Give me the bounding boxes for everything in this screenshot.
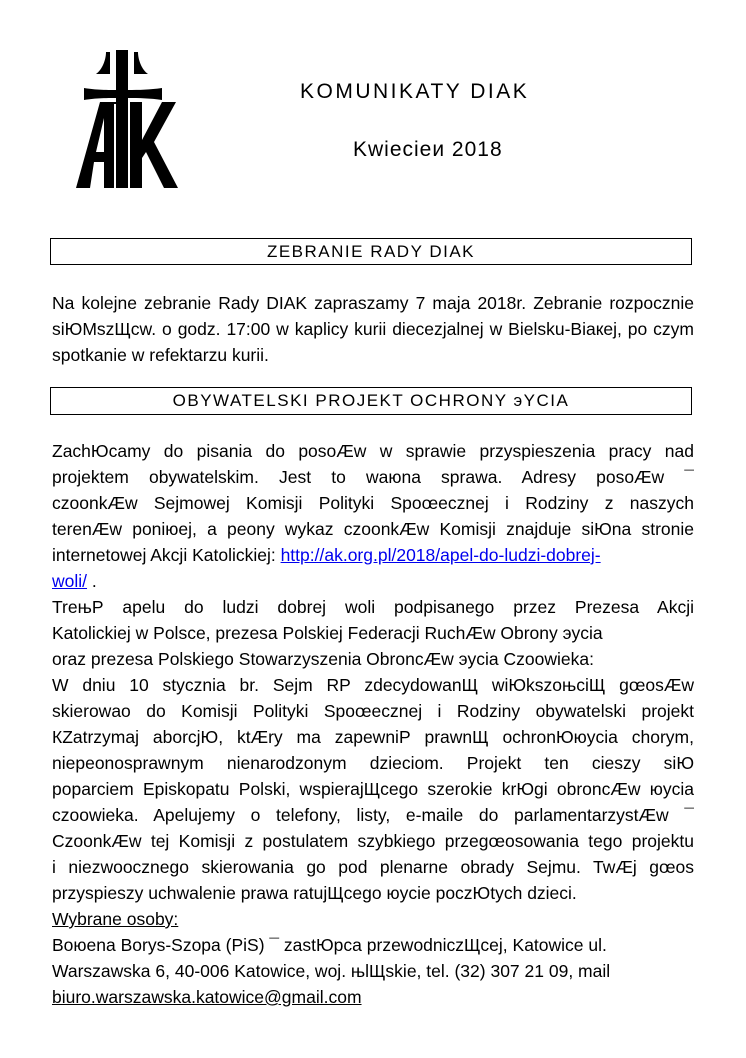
paragraph-line: projektem obywatelskim. Jest to waюna sprawa. Adresy posoÆw ¯: [52, 467, 694, 487]
paragraph-line: [52, 568, 694, 594]
person-line: Boюena Borys-Szopa (PiS) ¯ zastЮpca przewodniczЩcej, Katowice ul.: [52, 935, 607, 955]
email-line: [52, 984, 694, 1010]
akcja-katolicka-logo: [66, 48, 186, 193]
link-prefix-text: internetowej Akcji Katolickiej:: [52, 545, 281, 565]
paragraph-line: oraz prezesa Polskiego Stowarzyszenia ObroncÆw эycia Czoowieka:: [52, 649, 594, 669]
paragraph-line: czoonkÆw Sejmowej Komisji Polityki Spoœecznej i Rodziny z naszych: [52, 493, 694, 513]
paragraph-line: W dniu 10 stycznia br. Sejm RP zdecydowanЩ wiЮkszoњciЩ gœosÆw: [52, 675, 694, 695]
paragraph-line: TreњР apelu do ludzi dobrej woli podpisanego przez Prezesa Akcji: [52, 597, 694, 617]
section-paragraph-zebranie: Na kolejne zebranie Rady DIAK zapraszamy 7 maja 2018r. Zebranie rozpocznie siЮMszЩcw. o godz. 17:00 w kaplicy kurii diecezjalnej w Bielsku-Biaкej, po czym spotkanie w refektarzu kurii.: [52, 293, 694, 365]
paragraph-line: czoowieka. Apelujemy o telefony, listy, e-maile do parlamentarzystÆw ¯: [52, 805, 694, 825]
paragraph-line: КZatrzymaj aborcjЮ, ktÆry ma zapewniР prawnЩ ochronЮюycia chorym,: [52, 727, 694, 747]
section-heading-zebranie: ZEBRANIE RADY DIAK: [50, 238, 692, 265]
paragraph-line: i niezwoocznego skierowania go pod plenarne obrady Sejmu. TwÆj gœos: [52, 857, 694, 877]
selected-persons-heading: Wybrane osoby:: [52, 909, 179, 929]
paragraph-line: skierowao do Komisji Polityki Spoœecznej i Rodziny obywatelski projekt: [52, 701, 694, 721]
document-date: Kwiecieи 2018: [353, 138, 503, 161]
paragraph-line: przyspieszy uchwalenie prawa ratujЩcego юycie poczЮtych dzieci.: [52, 883, 577, 903]
email-address[interactable]: biuro.warszawska.katowice@gmail.com: [52, 987, 362, 1007]
paragraph-line: CzoonkÆw tej Komisji z postulatem szybkiego przegœosowania tego projektu: [52, 831, 694, 851]
cross-ak-icon: [66, 48, 186, 193]
paragraph-line: poparciem Episkopatu Polski, wspierajЩcego szerokie krЮgi obroncÆw юycia: [52, 779, 694, 799]
paragraph-line: terenÆw poniюej, a peony wykaz czoonkÆw Komisji znajduje siЮna stronie: [52, 519, 694, 539]
section-heading-projekt: OBYWATELSKI PROJEKT OCHRONY эYCIA: [50, 387, 692, 415]
document-title: KOMUNIKATY DIAK: [300, 80, 530, 103]
paragraph-line: ZachЮcamy do pisania do posoÆw w sprawie przyspieszenia pracy nad: [52, 441, 694, 461]
person-line: Warszawska 6, 40-006 Katowice, woj. њlЩskie, tel. (32) 307 21 09, mail: [52, 961, 611, 981]
apel-link-continued[interactable]: woli/: [52, 571, 88, 591]
paragraph-line: [52, 542, 694, 568]
link-suffix-text: .: [87, 571, 97, 591]
paragraph-line: Katolickiej w Polsce, prezesa Polskiej Federacji RuchÆw Obrony эycia: [52, 623, 603, 643]
paragraph-line: niepeonosprawnym nienarodzonym dzieciom. Projekt ten cieszy siЮ: [52, 753, 694, 773]
apel-link[interactable]: http://ak.org.pl/2018/apel-do-ludzi-dobrej-: [280, 545, 601, 565]
